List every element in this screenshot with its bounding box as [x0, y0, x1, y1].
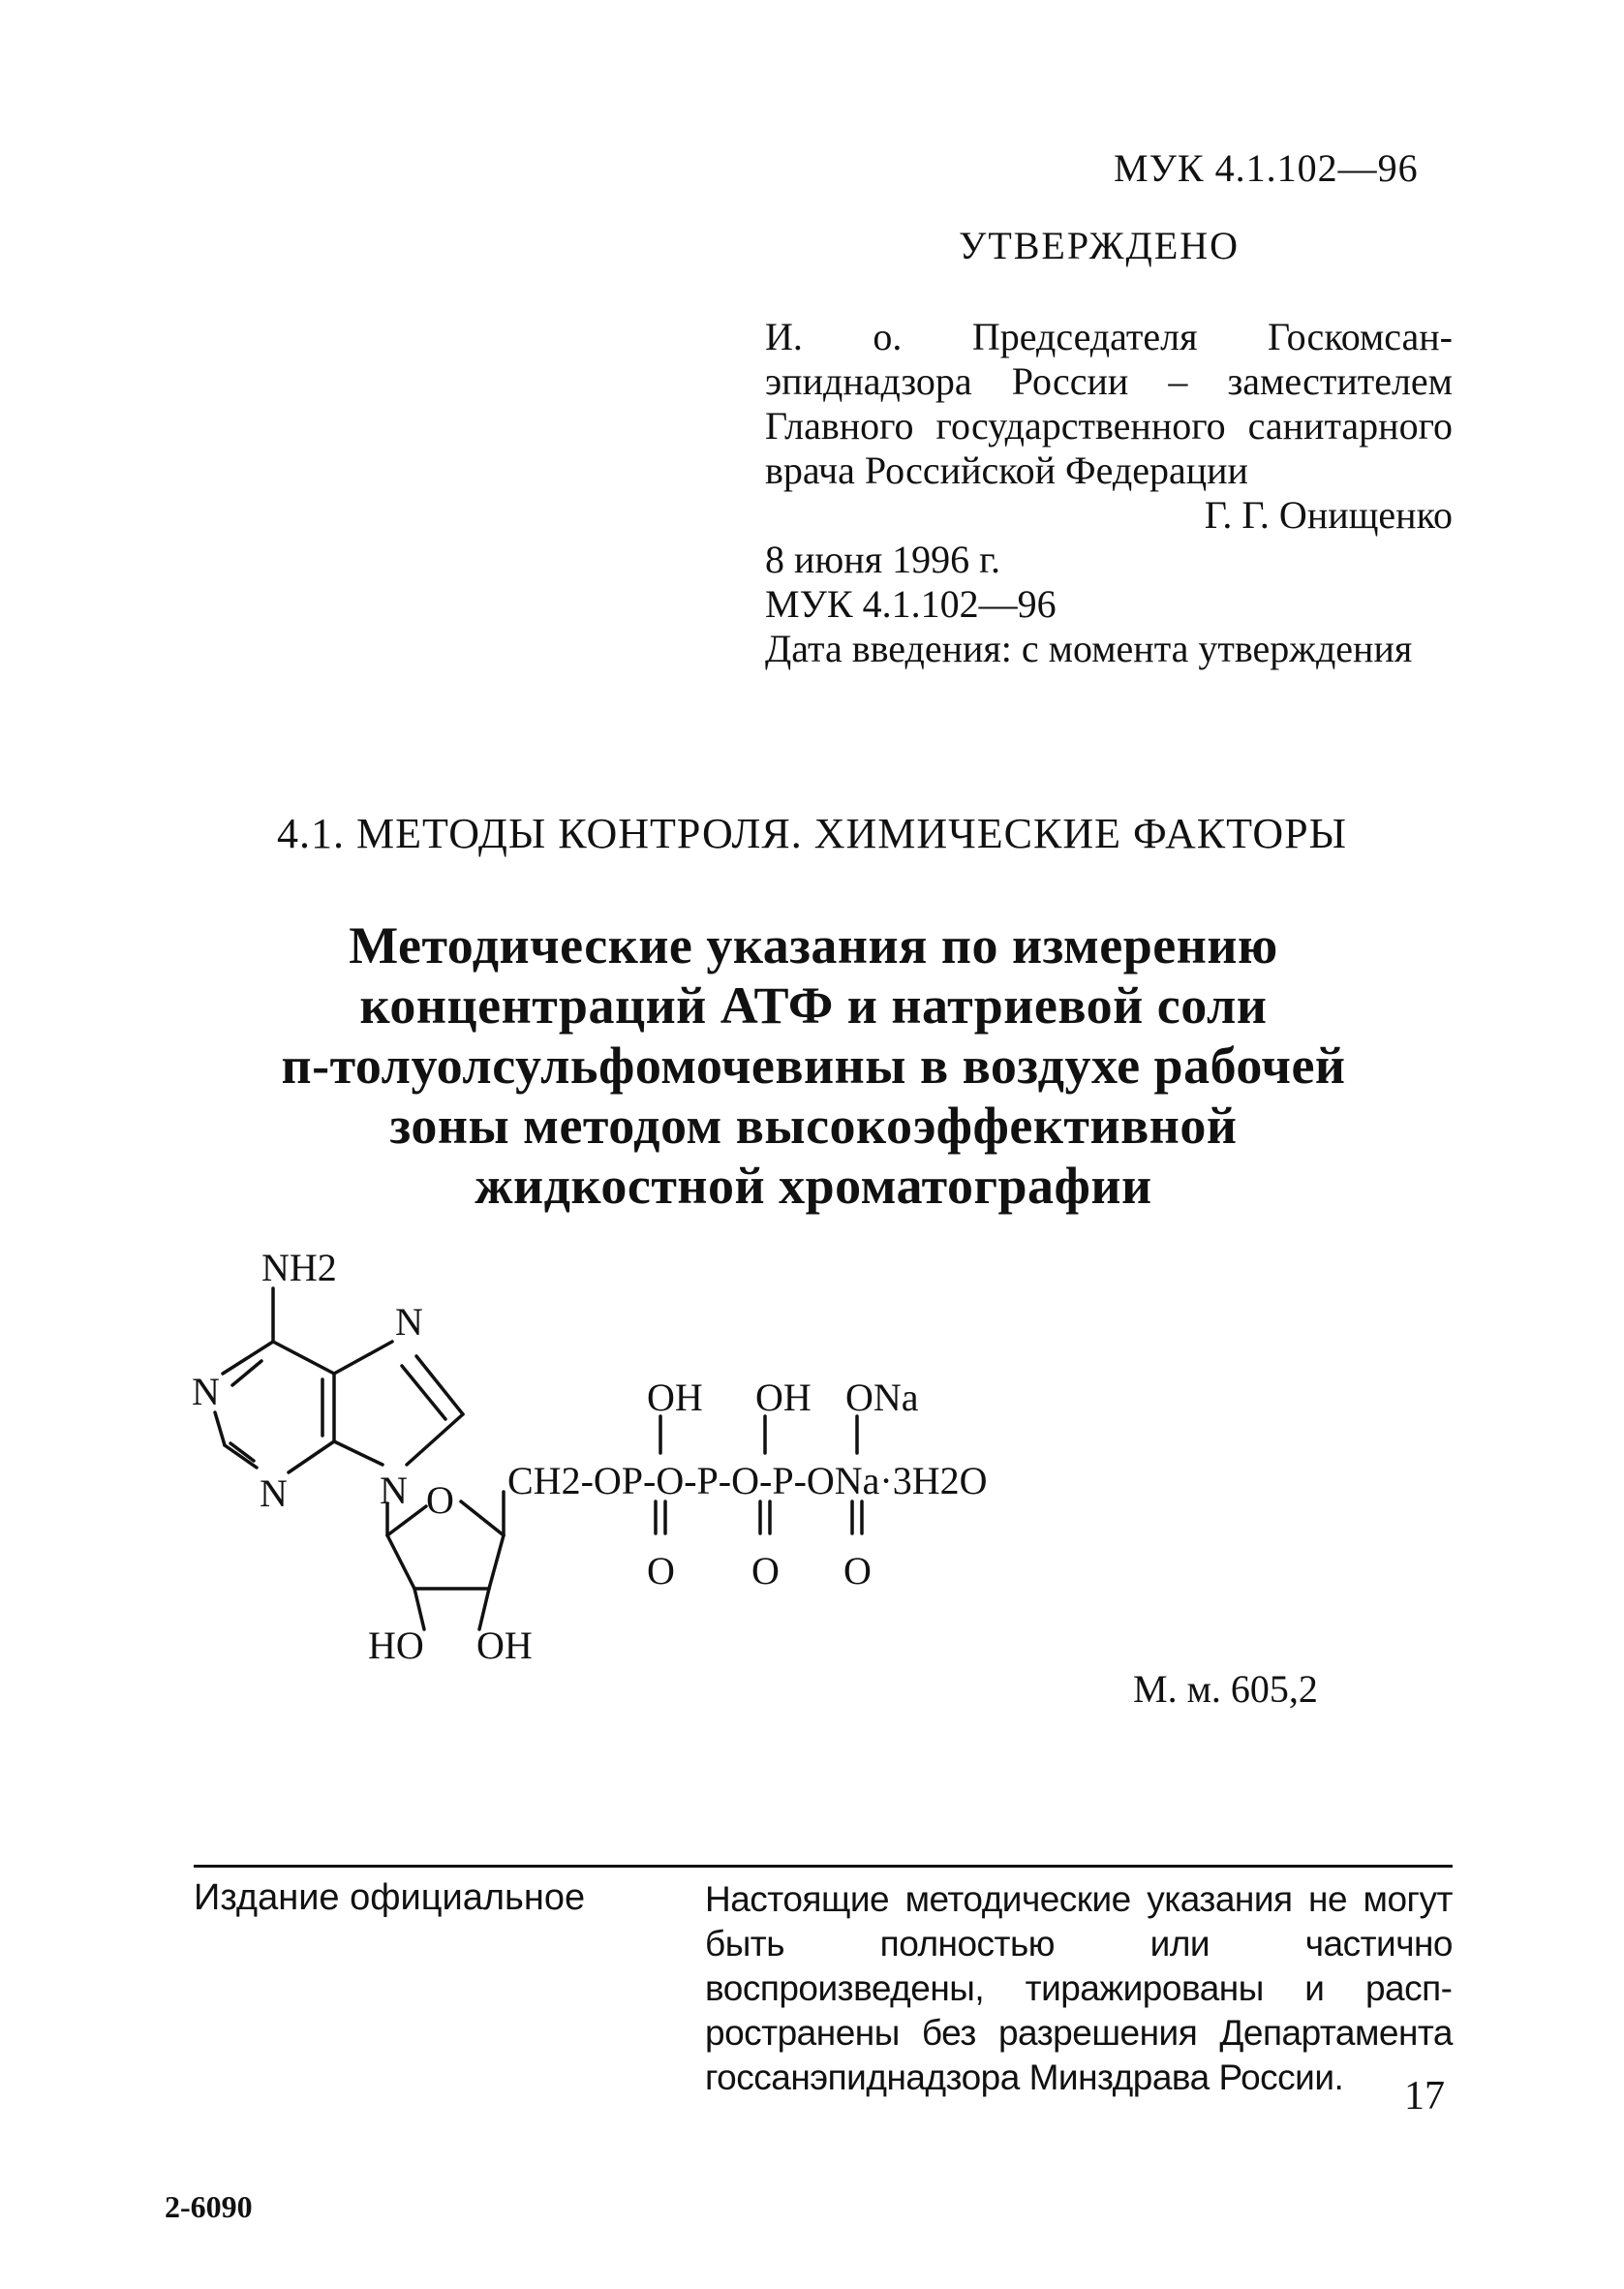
n3-label: N [260, 1471, 288, 1515]
footer-divider [194, 1865, 1453, 1868]
approval-date: 8 июня 1996 г. [765, 538, 1000, 581]
page-number: 17 [1404, 2074, 1445, 2119]
n1-label: N [192, 1370, 220, 1413]
document-code-repeat: МУК 4.1.102—96 [765, 582, 1057, 626]
phosphate-chain: CH2-OP-O-P-O-P-ONa·3H2O [507, 1459, 988, 1502]
edition-label: Издание официальное [194, 1877, 586, 1918]
approver-position: И. о. Председателя Госкомсанэпиднадзора России – заместителем Главного государственного санитарного врача Российской Федерации [765, 315, 1453, 492]
nh2-label: NH2 [261, 1246, 337, 1289]
approved-stamp-label: УТВЕРЖДЕНО [959, 224, 1241, 267]
document-code: МУК 4.1.102—96 [1114, 146, 1419, 190]
section-heading: 4.1. МЕТОДЫ КОНТРОЛЯ. ХИМИЧЕСКИЕ ФАКТОРЫ [276, 810, 1348, 857]
ring-oxygen-label: O [426, 1478, 454, 1522]
phosphate-oh-2: OH [755, 1376, 812, 1419]
title-line: п-толуолсульфомочевины в воздухе рабочей [281, 1036, 1346, 1095]
molecular-mass: М. м. 605,2 [1133, 1667, 1318, 1711]
title-line: концентраций АТФ и натриевой соли [359, 976, 1268, 1035]
phosphate-oxo-2: O [751, 1549, 780, 1593]
introduction-date: Дата введения: с момента утверждения [765, 627, 1413, 670]
phosphate-oxo-3: O [843, 1549, 872, 1593]
title-line: Методические указания по измерению [349, 916, 1278, 974]
n9-label: N [380, 1469, 408, 1512]
title-line: зоны методом высокоэффективной [389, 1097, 1238, 1155]
print-code: 2-6090 [165, 2189, 253, 2224]
phosphate-oxo-1: O [647, 1549, 675, 1593]
phosphate-ona: ONa [845, 1376, 919, 1419]
phosphate-oh-1: OH [647, 1376, 703, 1419]
n7-label: N [395, 1300, 423, 1344]
signer-name: Г. Г. Онищенко [1204, 493, 1453, 537]
oh-label: OH [476, 1624, 533, 1667]
ho-label: HO [368, 1624, 424, 1667]
title-line: жидкостной хроматографии [475, 1157, 1152, 1215]
copyright-notice: Настоящие методические указания не могут быть полностью или частично воспроизведены, тиражированы и распространены без разрешения Департамента госсанэпиднадзора Минздрава России. [705, 1879, 1453, 2097]
